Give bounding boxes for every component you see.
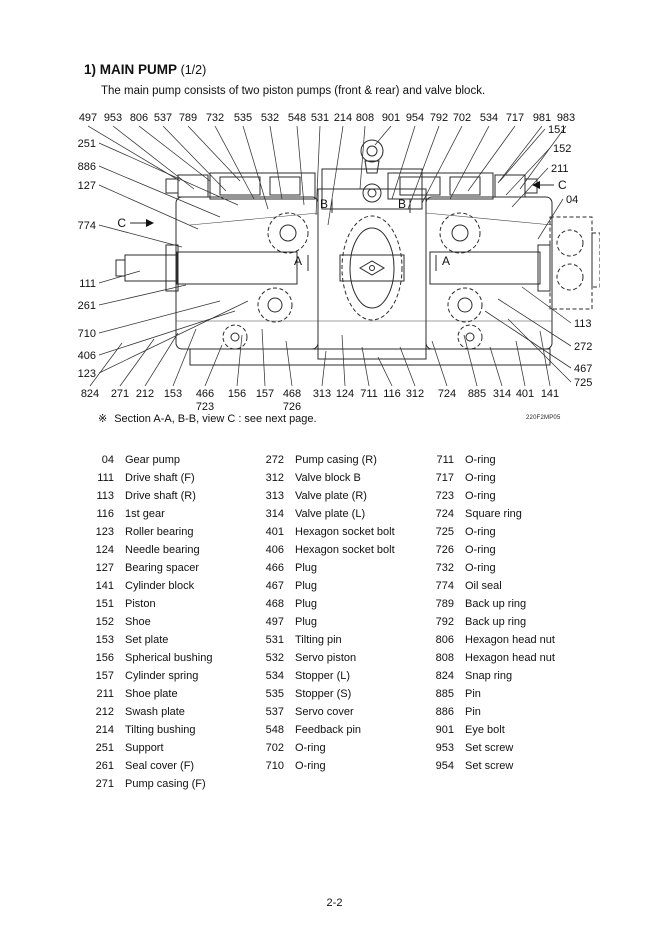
part-row-127	[88, 559, 258, 577]
part-number: 548	[265, 724, 284, 736]
leader-line	[286, 341, 292, 386]
callout-953: 953	[103, 112, 123, 124]
part-row-725	[428, 523, 598, 541]
part-number: 157	[95, 670, 114, 682]
part-row-806	[428, 631, 598, 649]
callout-548: 548	[287, 112, 307, 124]
callout-272: 272	[574, 341, 593, 353]
callout-717: 717	[505, 112, 525, 124]
part-name: Drive shaft (F)	[125, 472, 195, 484]
callout-724: 724	[437, 388, 457, 400]
leader-line	[422, 126, 462, 203]
part-name: Plug	[295, 580, 318, 592]
part-row-886	[428, 703, 598, 721]
part-number: 124	[95, 544, 114, 556]
part-name: Square ring	[465, 508, 522, 520]
heading-text: MAIN PUMP	[99, 62, 177, 77]
leader-line	[375, 126, 391, 145]
part-number: 726	[435, 544, 454, 556]
part-number: 211	[96, 688, 114, 700]
part-name: Hexagon socket bolt	[295, 544, 395, 556]
part-row-157	[88, 667, 258, 685]
part-name: Set screw	[465, 742, 514, 754]
leader-line	[538, 199, 563, 239]
part-name: Oil seal	[465, 580, 502, 592]
callout-251: 251	[77, 138, 96, 150]
leader-line	[237, 335, 242, 386]
part-name: Valve block B	[295, 472, 361, 484]
part-row-548	[258, 721, 428, 739]
leader-line	[163, 126, 226, 191]
callout-711: 711	[360, 388, 378, 400]
part-number: 824	[435, 670, 454, 682]
callout-702: 702	[452, 112, 472, 124]
part-row-156	[88, 649, 258, 667]
leader-line	[99, 301, 248, 373]
callout-141: 141	[540, 388, 560, 400]
part-name: Hexagon socket bolt	[295, 526, 395, 538]
callout-901: 901	[381, 112, 401, 124]
leader-line	[468, 126, 515, 191]
part-number: 725	[435, 526, 454, 538]
part-number: 127	[95, 562, 114, 574]
callout-261: 261	[77, 300, 96, 312]
part-row-532	[258, 649, 428, 667]
part-number: 468	[265, 598, 284, 610]
part-name: Seal cover (F)	[125, 760, 195, 772]
part-number: 711	[436, 454, 454, 466]
page-number: 2-2	[326, 897, 343, 909]
callout-111: 111	[79, 278, 96, 290]
part-name: O-ring	[295, 760, 326, 772]
callout-886: 886	[77, 161, 96, 173]
part-number: 271	[95, 778, 114, 790]
callout-774: 774	[77, 220, 96, 232]
callout-537: 537	[153, 112, 173, 124]
part-number: 466	[265, 562, 284, 574]
part-name: Tilting pin	[295, 634, 342, 646]
leader-line	[540, 331, 550, 386]
part-name: Pin	[465, 706, 481, 718]
part-number: 04	[101, 454, 114, 466]
part-number: 792	[435, 616, 454, 628]
leader-line	[99, 301, 220, 333]
section-a-markers	[294, 254, 450, 271]
part-number: 314	[265, 508, 284, 520]
leader-line	[498, 299, 571, 346]
part-number: 789	[435, 598, 454, 610]
part-name: Hexagon head nut	[465, 634, 555, 646]
part-row-401	[258, 523, 428, 541]
part-number: 116	[96, 508, 114, 520]
callout-710: 710	[77, 328, 96, 340]
part-row-406	[258, 541, 428, 559]
part-row-271	[88, 775, 258, 793]
part-name: Spherical bushing	[125, 652, 213, 664]
part-number: 732	[435, 562, 454, 574]
part-name: Tilting bushing	[125, 724, 196, 736]
callout-981: 981	[532, 112, 552, 124]
callout-127: 127	[77, 180, 96, 192]
part-row-152	[88, 613, 258, 631]
part-row-954	[428, 757, 598, 775]
section-label-b-right: B	[398, 197, 407, 211]
part-number: 953	[435, 742, 454, 754]
part-row-468	[258, 595, 428, 613]
part-number: 710	[265, 760, 284, 772]
part-number: 251	[95, 742, 114, 754]
callout-983: 983	[556, 112, 576, 124]
section-note	[98, 412, 317, 425]
part-row-531	[258, 631, 428, 649]
callout-124: 124	[335, 388, 355, 400]
note-text: Section A-A, B-B, view C : see next page.	[114, 413, 317, 425]
part-number: 312	[265, 472, 284, 484]
leader-line	[99, 311, 235, 355]
callout-214: 214	[333, 112, 353, 124]
part-name: O-ring	[465, 562, 496, 574]
part-number: 152	[95, 616, 114, 628]
part-number: 272	[265, 454, 284, 466]
part-row-724	[428, 505, 598, 523]
part-name: O-ring	[465, 454, 496, 466]
part-number: 111	[97, 472, 114, 484]
part-name: Plug	[295, 616, 318, 628]
part-number: 901	[435, 724, 454, 736]
part-row-497	[258, 613, 428, 631]
section-label-a-right: A	[442, 254, 451, 268]
part-number: 497	[265, 616, 284, 628]
leader-line	[145, 333, 178, 386]
part-name: Roller bearing	[125, 526, 194, 538]
part-name: O-ring	[295, 742, 326, 754]
callout-151: 151	[548, 124, 567, 136]
view-c-label-right: C	[558, 178, 567, 192]
part-number: 534	[265, 670, 284, 682]
part-row-261	[88, 757, 258, 775]
part-name: Cylinder spring	[125, 670, 199, 682]
callout-313: 313	[312, 388, 332, 400]
part-name: Valve plate (R)	[295, 490, 367, 502]
part-row-113	[88, 487, 258, 505]
part-name: Plug	[295, 598, 318, 610]
part-name: Snap ring	[465, 670, 513, 682]
callout-406: 406	[77, 350, 96, 362]
part-row-123	[88, 523, 258, 541]
callout-726: 726	[282, 401, 302, 413]
part-row-901	[428, 721, 598, 739]
callout-468: 468	[282, 388, 302, 400]
part-row-710	[258, 757, 428, 775]
parts-column	[428, 451, 598, 793]
callout-531: 531	[310, 112, 330, 124]
leader-line	[322, 351, 326, 386]
part-name: 1st gear	[125, 508, 165, 520]
section-label-b-left: B	[320, 197, 329, 211]
part-name: Drive shaft (R)	[125, 490, 196, 502]
part-row-792	[428, 613, 598, 631]
view-c-arrow-right	[532, 181, 540, 189]
callout-789: 789	[178, 112, 198, 124]
parts-column	[88, 451, 258, 793]
callout-467: 467	[574, 363, 593, 375]
part-row-953	[428, 739, 598, 757]
part-row-212	[88, 703, 258, 721]
part-name: Swash plate	[125, 706, 185, 718]
view-c-markers	[117, 178, 567, 230]
part-name: Shoe plate	[125, 688, 178, 700]
part-name: Feedback pin	[295, 724, 362, 736]
note-reference-mark: ※	[98, 413, 108, 425]
part-row-711	[428, 451, 598, 469]
part-row-314	[258, 505, 428, 523]
part-number: 774	[435, 580, 454, 592]
part-name: Plug	[295, 562, 318, 574]
callout-312: 312	[405, 388, 425, 400]
part-row-537	[258, 703, 428, 721]
part-name: O-ring	[465, 526, 496, 538]
callout-123: 123	[77, 368, 96, 380]
part-name: Set plate	[125, 634, 169, 646]
callout-466: 466	[195, 388, 215, 400]
leader-line	[498, 126, 542, 183]
part-row-466	[258, 559, 428, 577]
part-row-214	[88, 721, 258, 739]
part-number: 214	[95, 724, 114, 736]
figure-code: 220F2MP05	[526, 415, 561, 421]
callout-792: 792	[429, 112, 449, 124]
part-row-313	[258, 487, 428, 505]
leader-line	[392, 126, 415, 199]
callout-211: 211	[551, 163, 569, 175]
leader-line	[120, 339, 154, 386]
heading-suffix: (1/2)	[180, 63, 207, 77]
part-number: 537	[265, 706, 284, 718]
leader-line	[378, 357, 392, 386]
part-number: 702	[265, 742, 284, 754]
part-number: 123	[95, 526, 114, 538]
leader-line	[360, 126, 365, 189]
part-number: 212	[95, 706, 114, 718]
part-row-251	[88, 739, 258, 757]
part-number: 113	[96, 490, 114, 502]
section-label-a-left: A	[294, 254, 303, 268]
callout-113: 113	[574, 318, 592, 330]
part-row-04	[88, 451, 258, 469]
part-row-726	[428, 541, 598, 559]
part-row-124	[88, 541, 258, 559]
leader-line	[362, 347, 369, 386]
part-row-732	[428, 559, 598, 577]
callout-954: 954	[405, 112, 425, 124]
callout-535: 535	[233, 112, 253, 124]
part-row-717	[428, 469, 598, 487]
callout-532: 532	[260, 112, 280, 124]
part-row-116	[88, 505, 258, 523]
callout-116: 116	[383, 388, 401, 400]
callout-212: 212	[135, 388, 155, 400]
part-name: O-ring	[465, 490, 496, 502]
parts-list	[88, 451, 598, 793]
callout-808: 808	[355, 112, 375, 124]
callout-534: 534	[479, 112, 499, 124]
part-name: Shoe	[125, 616, 151, 628]
part-number: 717	[435, 472, 454, 484]
callout-885: 885	[467, 388, 487, 400]
part-number: 724	[435, 508, 454, 520]
callout-725: 725	[574, 377, 593, 389]
part-name: O-ring	[465, 472, 496, 484]
leader-line	[342, 335, 345, 386]
part-number: 532	[265, 652, 284, 664]
part-row-534	[258, 667, 428, 685]
pump-diagram	[70, 105, 600, 425]
part-name: Pin	[465, 688, 481, 700]
part-name: Cylinder block	[125, 580, 195, 592]
part-name: Pump casing (F)	[125, 778, 206, 790]
part-row-153	[88, 631, 258, 649]
callout-401: 401	[515, 388, 535, 400]
callout-806: 806	[129, 112, 149, 124]
part-number: 531	[265, 634, 284, 646]
part-number: 156	[95, 652, 114, 664]
callout-723: 723	[195, 401, 215, 413]
callout-04: 04	[566, 194, 579, 206]
leader-line	[508, 319, 571, 382]
part-name: Back up ring	[465, 598, 527, 610]
part-name: Valve plate (L)	[295, 508, 366, 520]
callout-152: 152	[553, 143, 572, 155]
part-row-211	[88, 685, 258, 703]
leader-line	[490, 347, 502, 386]
leader-line	[400, 347, 415, 386]
part-row-535	[258, 685, 428, 703]
part-name: Support	[125, 742, 164, 754]
part-number: 808	[435, 652, 454, 664]
part-number: 153	[95, 634, 114, 646]
part-row-723	[428, 487, 598, 505]
part-row-467	[258, 577, 428, 595]
part-row-141	[88, 577, 258, 595]
intro-text: The main pump consists of two piston pumps (front & rear) and valve block.	[101, 85, 486, 97]
part-name: Stopper (S)	[295, 688, 352, 700]
part-name: O-ring	[465, 544, 496, 556]
pump-cross-section	[116, 140, 600, 365]
part-number: 535	[265, 688, 284, 700]
part-row-272	[258, 451, 428, 469]
part-row-774	[428, 577, 598, 595]
callout-314: 314	[492, 388, 512, 400]
leader-line	[522, 287, 571, 323]
parts-column	[258, 451, 428, 793]
part-name: Back up ring	[465, 616, 527, 628]
callout-271: 271	[110, 388, 130, 400]
view-c-arrow-left	[146, 219, 154, 227]
part-number: 885	[435, 688, 454, 700]
part-row-111	[88, 469, 258, 487]
callout-824: 824	[80, 388, 100, 400]
part-number: 401	[265, 526, 284, 538]
part-row-151	[88, 595, 258, 613]
part-number: 806	[435, 634, 454, 646]
leader-line	[215, 126, 254, 199]
part-number: 141	[95, 580, 114, 592]
heading-number: 1)	[84, 62, 97, 77]
part-row-824	[428, 667, 598, 685]
callout-732: 732	[205, 112, 225, 124]
part-row-808	[428, 649, 598, 667]
part-name: Bearing spacer	[125, 562, 199, 574]
part-name: Needle bearing	[125, 544, 200, 556]
leader-line	[99, 166, 220, 217]
part-name: Gear pump	[125, 454, 181, 466]
part-row-885	[428, 685, 598, 703]
part-name: Set screw	[465, 760, 514, 772]
part-row-312	[258, 469, 428, 487]
part-number: 723	[435, 490, 454, 502]
leader-line	[262, 329, 265, 386]
part-name: Piston	[125, 598, 156, 610]
leader-line	[506, 148, 550, 195]
part-name: Hexagon head nut	[465, 652, 555, 664]
part-number: 151	[95, 598, 114, 610]
callout-497: 497	[78, 112, 98, 124]
leader-line	[464, 335, 477, 386]
part-name: Servo cover	[295, 706, 354, 718]
leader-line	[139, 126, 210, 181]
leader-line	[328, 126, 343, 225]
leader-line	[99, 285, 186, 305]
part-number: 886	[435, 706, 454, 718]
view-c-label-left: C	[117, 216, 126, 230]
eye-bolt-shape	[361, 140, 383, 173]
callout-layer	[78, 112, 593, 413]
part-number: 467	[265, 580, 284, 592]
callout-157: 157	[255, 388, 275, 400]
leader-line	[512, 168, 548, 207]
part-number: 313	[265, 490, 284, 502]
leader-line	[270, 126, 282, 199]
part-number: 261	[95, 760, 114, 772]
part-row-702	[258, 739, 428, 757]
gear-pump-shape	[550, 217, 600, 309]
part-row-789	[428, 595, 598, 613]
part-name: Pump casing (R)	[295, 454, 377, 466]
leader-line	[99, 225, 182, 247]
part-number: 954	[435, 760, 454, 772]
page-title	[84, 62, 206, 77]
leader-line	[432, 341, 447, 386]
leader-line	[450, 126, 489, 199]
callout-153: 153	[163, 388, 183, 400]
callout-156: 156	[227, 388, 247, 400]
leader-line	[516, 341, 525, 386]
part-name: Servo piston	[295, 652, 357, 664]
part-number: 406	[265, 544, 284, 556]
part-name: Eye bolt	[465, 724, 505, 736]
part-name: Stopper (L)	[295, 670, 351, 682]
